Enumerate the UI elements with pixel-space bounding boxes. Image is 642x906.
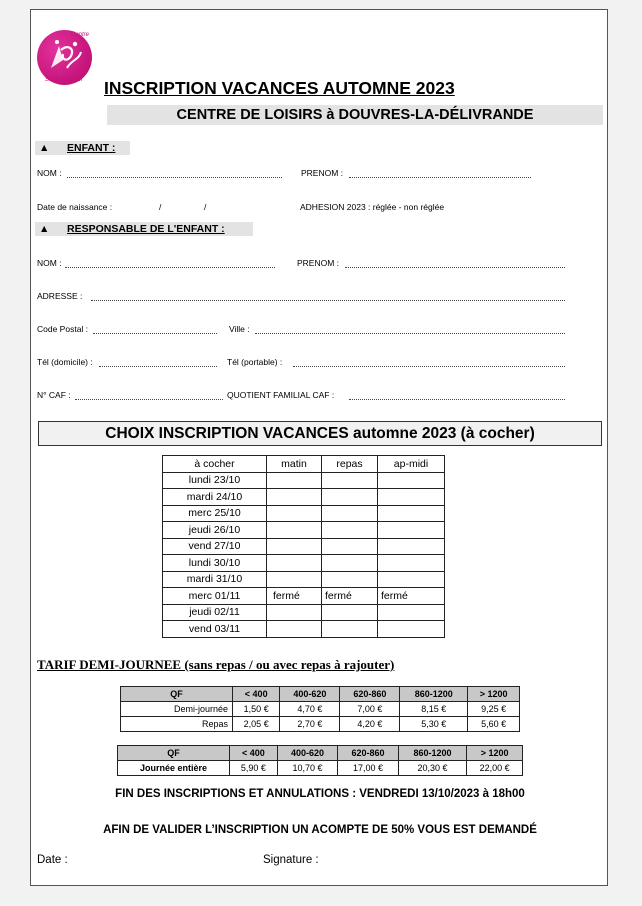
schedule-repas-checkbox[interactable]	[322, 522, 378, 539]
quotient-label: QUOTIENT FAMILIAL CAF :	[227, 390, 335, 400]
responsable-nom-field[interactable]	[65, 267, 275, 268]
schedule-day: lundi 23/10	[163, 472, 267, 489]
schedule-repas-checkbox[interactable]	[322, 571, 378, 588]
schedule-repas-checkbox[interactable]	[322, 621, 378, 638]
page-title: INSCRIPTION VACANCES AUTOMNE 2023	[104, 78, 455, 98]
tarif-row-label: Journée entière	[118, 761, 230, 776]
tarif-cell: 20,30 €	[398, 761, 466, 776]
schedule-matin-checkbox[interactable]	[267, 538, 322, 555]
tarif-row	[121, 702, 520, 717]
schedule-row	[163, 571, 445, 588]
schedule-apmidi-checkbox[interactable]	[378, 505, 445, 522]
tarif-cell: 9,25 €	[468, 702, 520, 717]
schedule-row	[163, 505, 445, 522]
schedule-header-cell: repas	[322, 456, 378, 473]
schedule-row	[163, 604, 445, 621]
tarif-cell: 2,05 €	[233, 717, 280, 732]
tarif-header-cell: < 400	[230, 746, 278, 761]
tarif-header-cell: 620-860	[340, 687, 400, 702]
quotient-field[interactable]	[349, 399, 565, 400]
schedule-matin-checkbox[interactable]	[267, 604, 322, 621]
date-naissance-label: Date de naissance :	[37, 202, 113, 212]
adhesion-label: ADHESION 2023 : réglée - non réglée	[300, 202, 445, 212]
schedule-matin-checkbox[interactable]	[267, 489, 322, 506]
schedule-closed-cell: fermé	[267, 588, 322, 605]
schedule-table	[162, 455, 445, 638]
schedule-day: mardi 24/10	[163, 489, 267, 506]
schedule-apmidi-checkbox[interactable]	[378, 621, 445, 638]
ville-field[interactable]	[255, 333, 565, 334]
tarif-cell: 22,00 €	[467, 761, 523, 776]
tarif-cell: 8,15 €	[400, 702, 468, 717]
schedule-matin-checkbox[interactable]	[267, 571, 322, 588]
triangle-icon: ▲	[39, 223, 50, 235]
logo-text-bottom: Socio Culturel	[45, 77, 83, 83]
tarif-row	[121, 717, 520, 732]
fin-inscriptions-notice: FIN DES INSCRIPTIONS ET ANNULATIONS : VENDREDI 13/10/2023 à 18h00	[115, 788, 525, 800]
schedule-day: merc 01/11	[163, 588, 267, 605]
tarif-header-cell: > 1200	[468, 687, 520, 702]
schedule-matin-checkbox[interactable]	[267, 472, 322, 489]
responsable-section-heading: ▲ RESPONSABLE DE L'ENFANT :	[39, 223, 225, 235]
schedule-apmidi-checkbox[interactable]	[378, 522, 445, 539]
schedule-repas-checkbox[interactable]	[322, 472, 378, 489]
tarif-header-row	[118, 746, 523, 761]
page-subtitle: CENTRE DE LOISIRS à DOUVRES-LA-DÉLIVRANDE	[176, 107, 534, 123]
schedule-day: merc 25/10	[163, 505, 267, 522]
tarif-cell: 17,00 €	[338, 761, 399, 776]
enfant-nom-field[interactable]	[67, 177, 282, 178]
document-sheet	[30, 9, 608, 886]
tarif-cell: 4,20 €	[340, 717, 400, 732]
tel-domicile-label: Tél (domicile) :	[37, 357, 93, 367]
schedule-repas-checkbox[interactable]	[322, 538, 378, 555]
schedule-day: mardi 31/10	[163, 571, 267, 588]
tarif-title: TARIF DEMI-JOURNEE (sans repas / ou avec repas à rajouter)	[37, 657, 395, 672]
tel-domicile-field[interactable]	[99, 366, 217, 367]
tarif-header-cell: > 1200	[467, 746, 523, 761]
schedule-day: jeudi 26/10	[163, 522, 267, 539]
date-slash-1: /	[159, 202, 162, 212]
schedule-day: jeudi 02/11	[163, 604, 267, 621]
tel-portable-field[interactable]	[293, 366, 565, 367]
schedule-repas-checkbox[interactable]	[322, 604, 378, 621]
tarif-cell: 5,30 €	[400, 717, 468, 732]
schedule-row	[163, 588, 445, 605]
caf-field[interactable]	[75, 399, 223, 400]
caf-label: N° CAF :	[37, 390, 71, 400]
tarif-row	[118, 761, 523, 776]
schedule-apmidi-checkbox[interactable]	[378, 555, 445, 572]
tarif-header-cell: QF	[118, 746, 230, 761]
schedule-row	[163, 522, 445, 539]
schedule-apmidi-checkbox[interactable]	[378, 538, 445, 555]
tarif-header-cell: QF	[121, 687, 233, 702]
tarif-header-cell: 860-1200	[400, 687, 468, 702]
schedule-row	[163, 555, 445, 572]
date-label: Date :	[37, 854, 68, 866]
schedule-apmidi-checkbox[interactable]	[378, 489, 445, 506]
tarif-cell: 7,00 €	[340, 702, 400, 717]
schedule-repas-checkbox[interactable]	[322, 505, 378, 522]
triangle-icon: ▲	[39, 142, 50, 154]
schedule-header-cell: ap-midi	[378, 456, 445, 473]
schedule-header-cell: matin	[267, 456, 322, 473]
tarif-cell: 5,90 €	[230, 761, 278, 776]
tarif-header-cell: < 400	[233, 687, 280, 702]
schedule-matin-checkbox[interactable]	[267, 522, 322, 539]
schedule-matin-checkbox[interactable]	[267, 621, 322, 638]
date-slash-2: /	[204, 202, 207, 212]
tarif-cell: 1,50 €	[233, 702, 280, 717]
schedule-header-cell: à cocher	[163, 456, 267, 473]
schedule-apmidi-checkbox[interactable]	[378, 604, 445, 621]
adresse-field[interactable]	[91, 300, 565, 301]
tarif-journee-table	[117, 745, 523, 776]
choix-title: CHOIX INSCRIPTION VACANCES automne 2023 (à cocher)	[105, 425, 535, 442]
tarif-cell: 4,70 €	[280, 702, 340, 717]
tarif-header-row	[121, 687, 520, 702]
schedule-day: vend 27/10	[163, 538, 267, 555]
enfant-nom-label: NOM :	[37, 168, 62, 178]
tarif-cell: 2,70 €	[280, 717, 340, 732]
responsable-prenom-label: PRENOM :	[297, 258, 340, 268]
acompte-notice: AFIN DE VALIDER L’INSCRIPTION UN ACOMPTE DE 50% VOUS EST DEMANDÉ	[103, 824, 537, 836]
tarif-header-cell: 620-860	[338, 746, 399, 761]
schedule-repas-checkbox[interactable]	[322, 555, 378, 572]
tarif-header-cell: 400-620	[280, 687, 340, 702]
schedule-apmidi-checkbox[interactable]	[378, 571, 445, 588]
responsable-prenom-field[interactable]	[345, 267, 565, 268]
responsable-nom-label: NOM :	[37, 258, 62, 268]
schedule-repas-checkbox[interactable]	[322, 489, 378, 506]
tarif-cell: 10,70 €	[277, 761, 338, 776]
schedule-closed-cell: fermé	[322, 588, 378, 605]
schedule-matin-checkbox[interactable]	[267, 555, 322, 572]
schedule-day: vend 03/11	[163, 621, 267, 638]
tel-portable-label: Tél (portable) :	[227, 357, 283, 367]
schedule-row	[163, 621, 445, 638]
schedule-header-row	[163, 456, 445, 473]
schedule-apmidi-checkbox[interactable]	[378, 472, 445, 489]
tarif-row-label: Demi-journée	[121, 702, 233, 717]
logo-text-top: Centre	[71, 32, 90, 38]
enfant-section-heading: ▲ ENFANT :	[39, 142, 116, 154]
code-postal-field[interactable]	[93, 333, 217, 334]
schedule-closed-cell: fermé	[378, 588, 445, 605]
enfant-prenom-label: PRENOM :	[301, 168, 344, 178]
tarif-header-cell: 860-1200	[398, 746, 466, 761]
tarif-header-cell: 400-620	[277, 746, 338, 761]
schedule-matin-checkbox[interactable]	[267, 505, 322, 522]
signature-label: Signature :	[263, 854, 319, 866]
enfant-prenom-field[interactable]	[349, 177, 531, 178]
schedule-row	[163, 538, 445, 555]
code-postal-label: Code Postal :	[37, 324, 89, 334]
tarif-row-label: Repas	[121, 717, 233, 732]
tarif-cell: 5,60 €	[468, 717, 520, 732]
schedule-day: lundi 30/10	[163, 555, 267, 572]
schedule-row	[163, 489, 445, 506]
adresse-label: ADRESSE :	[37, 291, 83, 301]
ville-label: Ville :	[229, 324, 250, 334]
tarif-demi-journee-table	[120, 686, 520, 732]
schedule-row	[163, 472, 445, 489]
